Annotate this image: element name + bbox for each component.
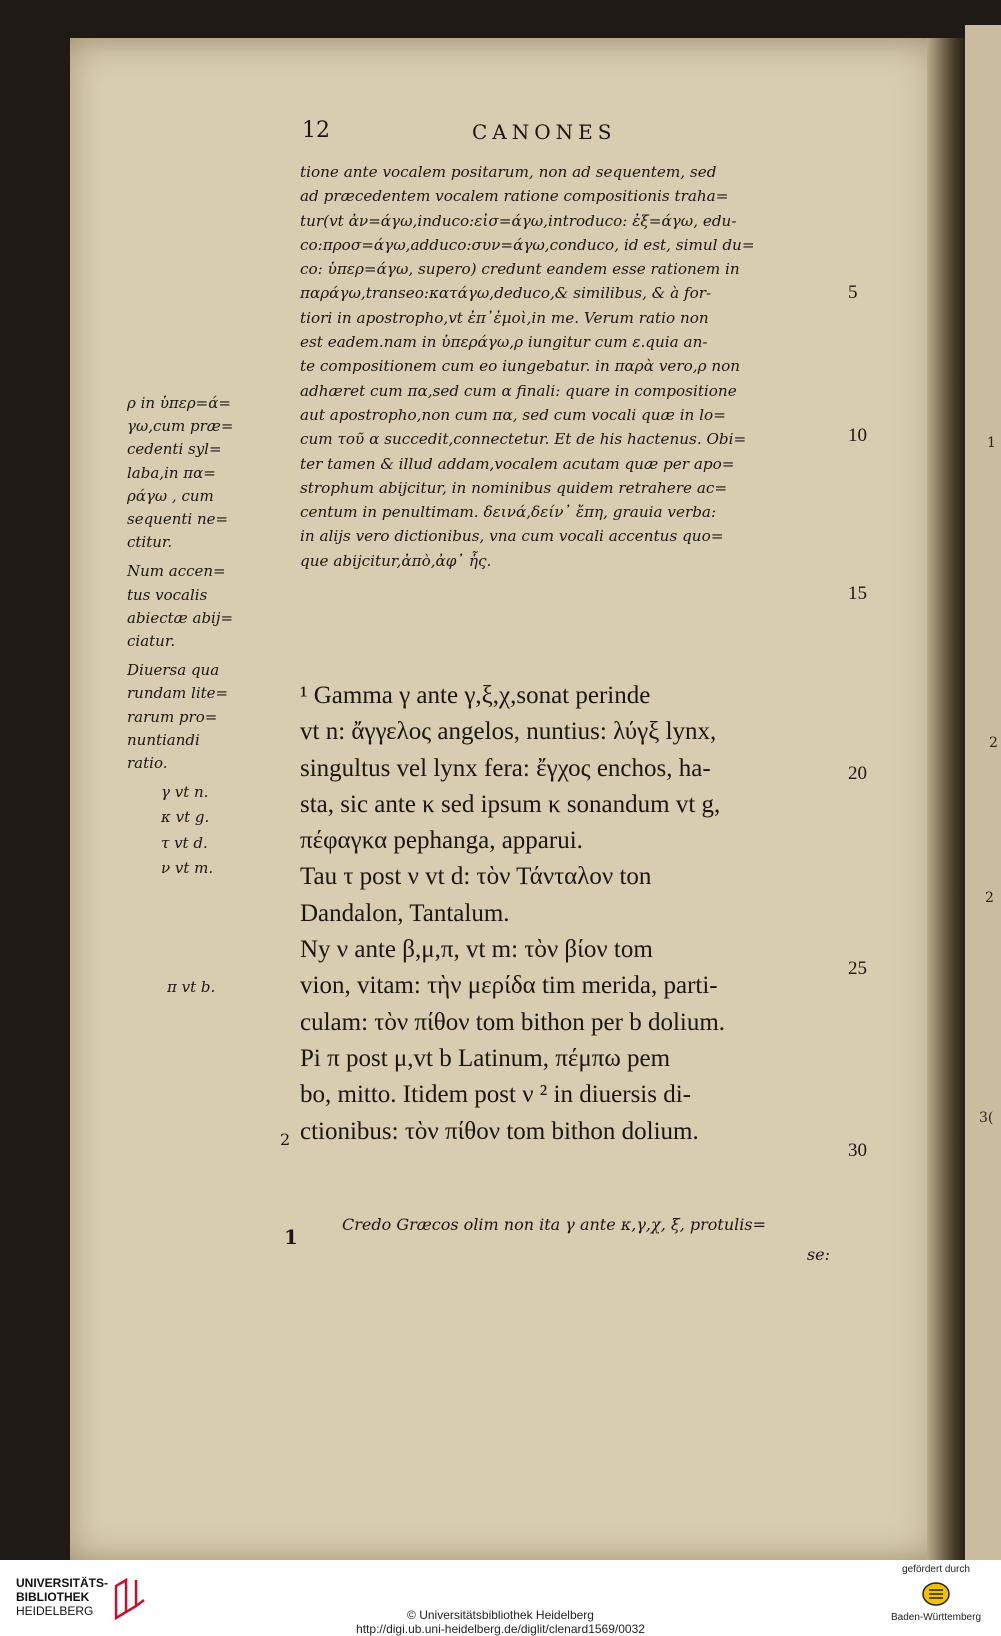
margin-note-line: γω,cum præ= — [127, 417, 234, 436]
facing-page-edge — [965, 25, 1001, 1560]
line-number: 10 — [848, 425, 867, 446]
text-line: ctionibus: τὸν πίθον tom bithon dolium. — [300, 1117, 699, 1145]
footnote-line: Credo Græcos olim non ita γ ante κ,γ,χ, ξ, protulis= — [342, 1215, 766, 1234]
text-line: cum τοῦ α succedit,connectetur. Et de his hactenus. Obi= — [300, 430, 747, 449]
margin-note-line: Num accen= — [127, 562, 226, 581]
edge-number: 2 — [985, 890, 994, 906]
text-line: co:προσ=άγω,adduco:συν=άγω,conduco, id est, simul du= — [300, 235, 755, 254]
text-line: strophum abijcitur, in nominibus quidem retrahere ac= — [300, 478, 728, 497]
margin-note-line: abiectæ abij= — [127, 608, 234, 627]
text-line: centum in penultimam. δεινά,δείν᾽ ἔπη, grauia verba: — [300, 503, 717, 522]
text-line: ter tamen & illud addam,vocalem acutam quæ per apo= — [300, 454, 735, 473]
footnote-line: se: — [806, 1245, 830, 1264]
copyright-notice: © Universitätsbibliothek Heidelberg — [407, 1608, 594, 1622]
italic-text-block — [300, 160, 840, 573]
text-line: tione ante vocalem positarum, non ad sequentem, sed — [300, 163, 717, 181]
logo-line: HEIDELBERG — [16, 1604, 94, 1618]
margin-note-nu — [127, 857, 267, 880]
sponsor-name: Baden-Württemberg — [890, 1612, 982, 1623]
line-number: 30 — [848, 1140, 867, 1161]
edge-number: 2 — [989, 735, 998, 751]
text-line: vt n: ἄγγελος angelos, nuntius: λύγξ lynx, — [300, 718, 717, 746]
margin-note-line: tus vocalis — [127, 585, 208, 604]
edge-number: 1 — [987, 435, 996, 451]
text-line: est eadem.nam in ὑπεράγω,ρ iungitur cum ε.quia an- — [300, 333, 708, 352]
logo-line: BIBLIOTHEK — [16, 1590, 90, 1604]
footnote — [342, 1210, 842, 1270]
text-line: que abijcitur,ἀπὸ,ἀφ᾽ ἧς. — [300, 551, 492, 570]
margin-note — [127, 659, 267, 775]
text-line: aut apostropho,non cum πα, sed cum vocali quæ in lo= — [300, 405, 726, 424]
text-line: co: ὑπερ=άγω, supero) credunt eandem esse rationem in — [300, 260, 740, 279]
page-header — [302, 118, 822, 148]
margin-note-line: ράγω , cum — [127, 486, 214, 505]
text-line: singultus vel lynx fera: ἔγχος enchos, ha- — [300, 754, 711, 782]
text-line: tur(vt ἀν=άγω,induco:εἰσ=άγω,introduco: ἐξ=άγω, edu- — [300, 211, 737, 230]
margin-note-line: nuntiandi — [127, 730, 200, 749]
page-number: 12 — [302, 118, 330, 143]
margin-note — [127, 392, 267, 554]
margin-note-line: ν vt m. — [161, 858, 214, 877]
permalink[interactable]: http://digi.ub.uni-heidelberg.de/diglit/clenard1569/0032 — [356, 1622, 645, 1636]
margin-note-line: ratio. — [127, 754, 168, 773]
margin-note-line: π vt b. — [167, 978, 216, 997]
text-line: παράγω,transeo:κατάγω,deduco,& similibus, & à for- — [300, 284, 712, 303]
text-line: vion, vitam: τὴν μερίδα tim merida, parti- — [300, 972, 718, 1000]
sponsor-label: gefördert durch — [902, 1564, 970, 1575]
margin-note-kappa — [127, 806, 267, 829]
margin-note-line: γ vt n. — [161, 783, 209, 802]
text-line: sta, sic ante κ sed ipsum κ sonandum vt g, — [300, 790, 721, 818]
margin-note-line: ρ in ὑπερ=ά= — [127, 394, 231, 412]
edge-number: 3( — [979, 1110, 994, 1126]
line-number: 25 — [848, 958, 867, 979]
margin-note-line: sequenti ne= — [127, 510, 229, 529]
running-title: CANONES — [472, 120, 617, 144]
logo-line: UNIVERSITÄTS- — [16, 1576, 109, 1590]
line-number: 20 — [848, 763, 867, 784]
margin-note-line: laba,in πα= — [127, 463, 216, 482]
margin-note-line: τ vt d. — [161, 833, 208, 852]
margin-note-line: ciatur. — [127, 632, 176, 651]
margin-note-pi — [127, 976, 267, 999]
marginal-notes — [127, 392, 267, 999]
margin-note-tau — [127, 832, 267, 855]
margin-note — [127, 560, 267, 653]
text-line: adhæret cum πα,sed cum α finali: quare in compositione — [300, 381, 737, 400]
text-line: bo, mitto. Itidem post ν ² in diuersis di- — [300, 1081, 692, 1109]
text-line: culam: τὸν πίθον tom bithon per b dolium. — [300, 1008, 726, 1036]
line-number: 15 — [848, 583, 867, 604]
margin-note-line: rarum pro= — [127, 707, 218, 726]
margin-note-gamma — [127, 781, 267, 804]
text-line: Dandalon, Tantalum. — [300, 899, 510, 927]
margin-note-line: ctitur. — [127, 533, 173, 552]
text-line: πέφαγκα pephanga, apparui. — [300, 827, 583, 855]
margin-note-line: cedenti syl= — [127, 440, 222, 459]
viewer-footer — [0, 1560, 1001, 1634]
text-line: tiori in apostropho,vt ἐπ᾽ἐμοὶ,in me. Verum ratio non — [300, 308, 709, 327]
footnote-mark: 1 — [284, 1225, 298, 1249]
marginal-footnote-marker: 2 — [280, 1130, 291, 1149]
margin-note-line: κ vt g. — [161, 808, 210, 827]
line-number: 5 — [848, 282, 858, 303]
margin-note-line: rundam lite= — [127, 684, 229, 703]
text-line: Pi π post μ,vt b Latinum, πέμπω pem — [300, 1044, 671, 1072]
margin-note-line: Diuersa qua — [127, 661, 220, 680]
text-line: in alijs vero dictionibus, vna cum vocali accentus quo= — [300, 527, 724, 546]
page-gutter-shadow — [927, 38, 965, 1563]
state-crest-icon — [921, 1581, 951, 1607]
text-line: ¹ Gamma γ ante γ,ξ,χ,sonat perinde — [300, 682, 651, 709]
text-line: Ny ν ante β,μ,π, vt m: τὸν βίον tom — [300, 936, 653, 964]
text-line: te compositionem cum eo iungebatur. in παρὰ vero,ρ non — [300, 357, 741, 376]
text-line: ad præcedentem vocalem ratione compositionis traha= — [300, 187, 729, 206]
roman-text-block — [300, 678, 840, 1150]
text-line: Tau τ post ν vt d: τὸν Τάνταλον ton — [300, 863, 652, 891]
sponsor-logo[interactable] — [880, 1564, 992, 1632]
